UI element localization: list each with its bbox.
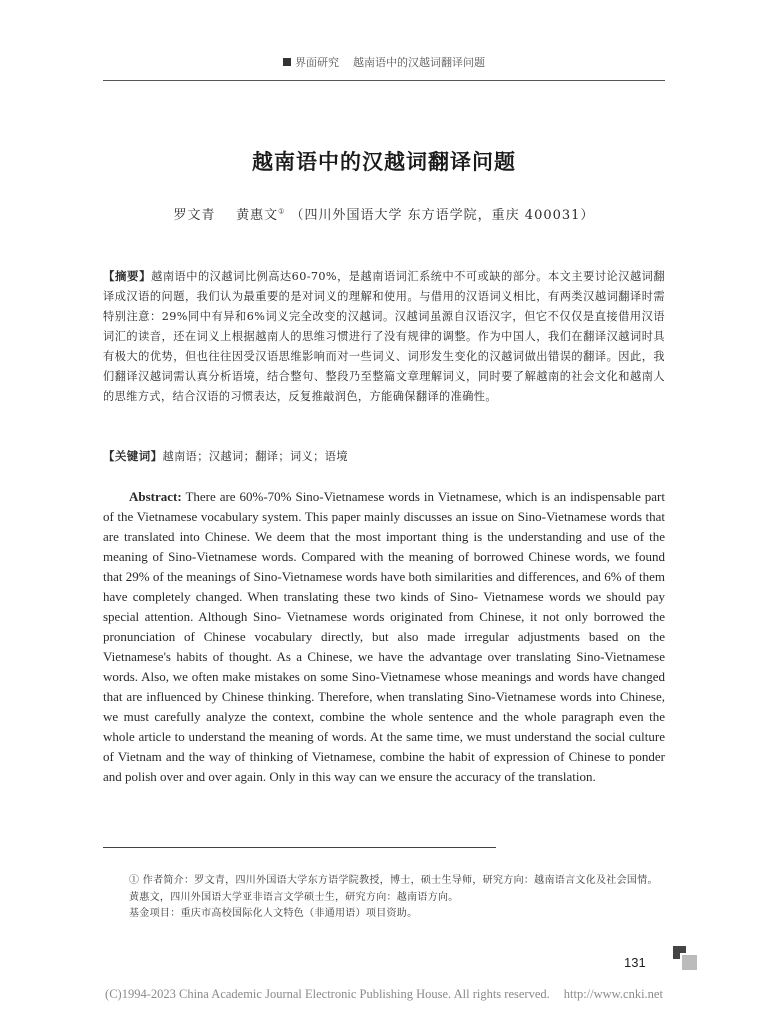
section-name: 界面研究 bbox=[295, 56, 339, 69]
copyright-text: (C)1994-2023 China Academic Journal Electronic Publishing House. All rights reserved. bbox=[105, 987, 550, 1001]
abstract-chinese bbox=[103, 266, 665, 407]
abstract-en-text: There are 60%-70% Sino-Vietnamese words in Vietnamese, which is an indispensable part of the Vietnamese vocabulary system. This paper mainly discusses an issue on Sino-Vietnamese words that are translated into Chinese. We deem that the most important thing is the understanding and use of the meaning of Sino-Vietnamese words. Compared with the meaning of borrowed Chinese words, we found that 29% of the meanings of Sino-Vietnamese words have both similarities and differences, and 6% of them have completely changed. When translating these two kinds of Sino- Vietnamese words we should pay special attention. Although Sino- Vietnamese words originated from Chinese, it not only borrowed the pronunciation of Chinese vocabulary directly, but also made irregular adjustments based on the Vietnamese's habits of thought. As a Chinese, we have the advantage over translating Sino-Vietnamese words. Also, we often make mistakes on some Sino-Vietnamese whose meanings and words have changed that are influenced by Chinese thinking. Therefore, when translating Sino-Vietnamese words into Chinese, we must carefully analyze the context, combine the whole sentence and the whole paragraph even the whole article to understand the meaning of words. At the same time, we must understand the social culture of Vietnam and the way of thinking of Vietnamese, combine the habit of expression of Chinese to ponder and polish over and over again. Only in this way can we ensure the accuracy of the translation. bbox=[103, 489, 665, 784]
header-rule bbox=[103, 80, 665, 81]
abstract-en-label: Abstract: bbox=[129, 489, 182, 504]
footnote-mark: ① bbox=[278, 207, 286, 216]
square-bullet-icon bbox=[283, 58, 291, 66]
abstract-english bbox=[103, 487, 665, 787]
running-title: 越南语中的汉越词翻译问题 bbox=[353, 56, 485, 69]
footnote-author2-bio: 黄惠文，四川外国语大学亚非语言文学硕士生，研究方向：越南语方向。 bbox=[129, 891, 459, 903]
author-line bbox=[0, 204, 768, 223]
page-number: 131 bbox=[624, 955, 646, 970]
keywords bbox=[103, 448, 665, 464]
abstract-cn-label: 【摘要】 bbox=[103, 269, 152, 283]
copyright-footer bbox=[0, 987, 768, 1002]
affiliation: （四川外国语大学 东方语学院，重庆 400031） bbox=[290, 208, 595, 223]
author-1: 罗文青 bbox=[173, 208, 216, 223]
footnote-funding: 基金项目：重庆市高校国际化人文特色（非通用语）项目资助。 bbox=[129, 908, 418, 919]
copyright-url[interactable]: http://www.cnki.net bbox=[563, 987, 663, 1001]
footnote-rule bbox=[103, 847, 496, 848]
keywords-text: 越南语；汉越词；翻译；词义；语境 bbox=[162, 450, 348, 463]
running-header bbox=[0, 54, 768, 70]
abstract-cn-text: 越南语中的汉越词比例高达60-70%，是越南语词汇系统中不可或缺的部分。本文主要讨论汉越词翻译成汉语的问题，我们认为最重要的是对词义的理解和使用。与借用的汉语词义相比，有两类汉越词翻译时需特别注意：29%同中有异和6%词义完全改变的汉越词。汉越词虽源自汉语汉字，但它不仅仅是直接借用汉语词汇的读音，还在词义上根据越南人的思维习惯进行了没有规律的调整。作为中国人，我们在翻译汉越词时具有极大的优势，但也往往因受汉语思维影响而对一些词义、词形发生变化的汉越词做出错误的翻译。因此，我们翻译汉越词需认真分析语境，结合整句、整段乃至整篇文章理解词义，同时要了解越南的社会文化和越南人的思维方式，结合汉语的习惯表达，反复推敲润色，方能确保翻译的准确性。 bbox=[103, 270, 665, 403]
footnotes bbox=[103, 873, 665, 923]
article-title: 越南语中的汉越词翻译问题 bbox=[252, 149, 516, 174]
author-2: 黄惠文 bbox=[236, 208, 279, 223]
footnote-author-bio: ① 作者简介：罗文青，四川外国语大学东方语学院教授，博士，硕士生导师，研究方向：越南语言文化及社会国情。 bbox=[129, 875, 658, 886]
keywords-label: 【关键词】 bbox=[103, 449, 163, 463]
page-corner-icon bbox=[673, 946, 695, 968]
